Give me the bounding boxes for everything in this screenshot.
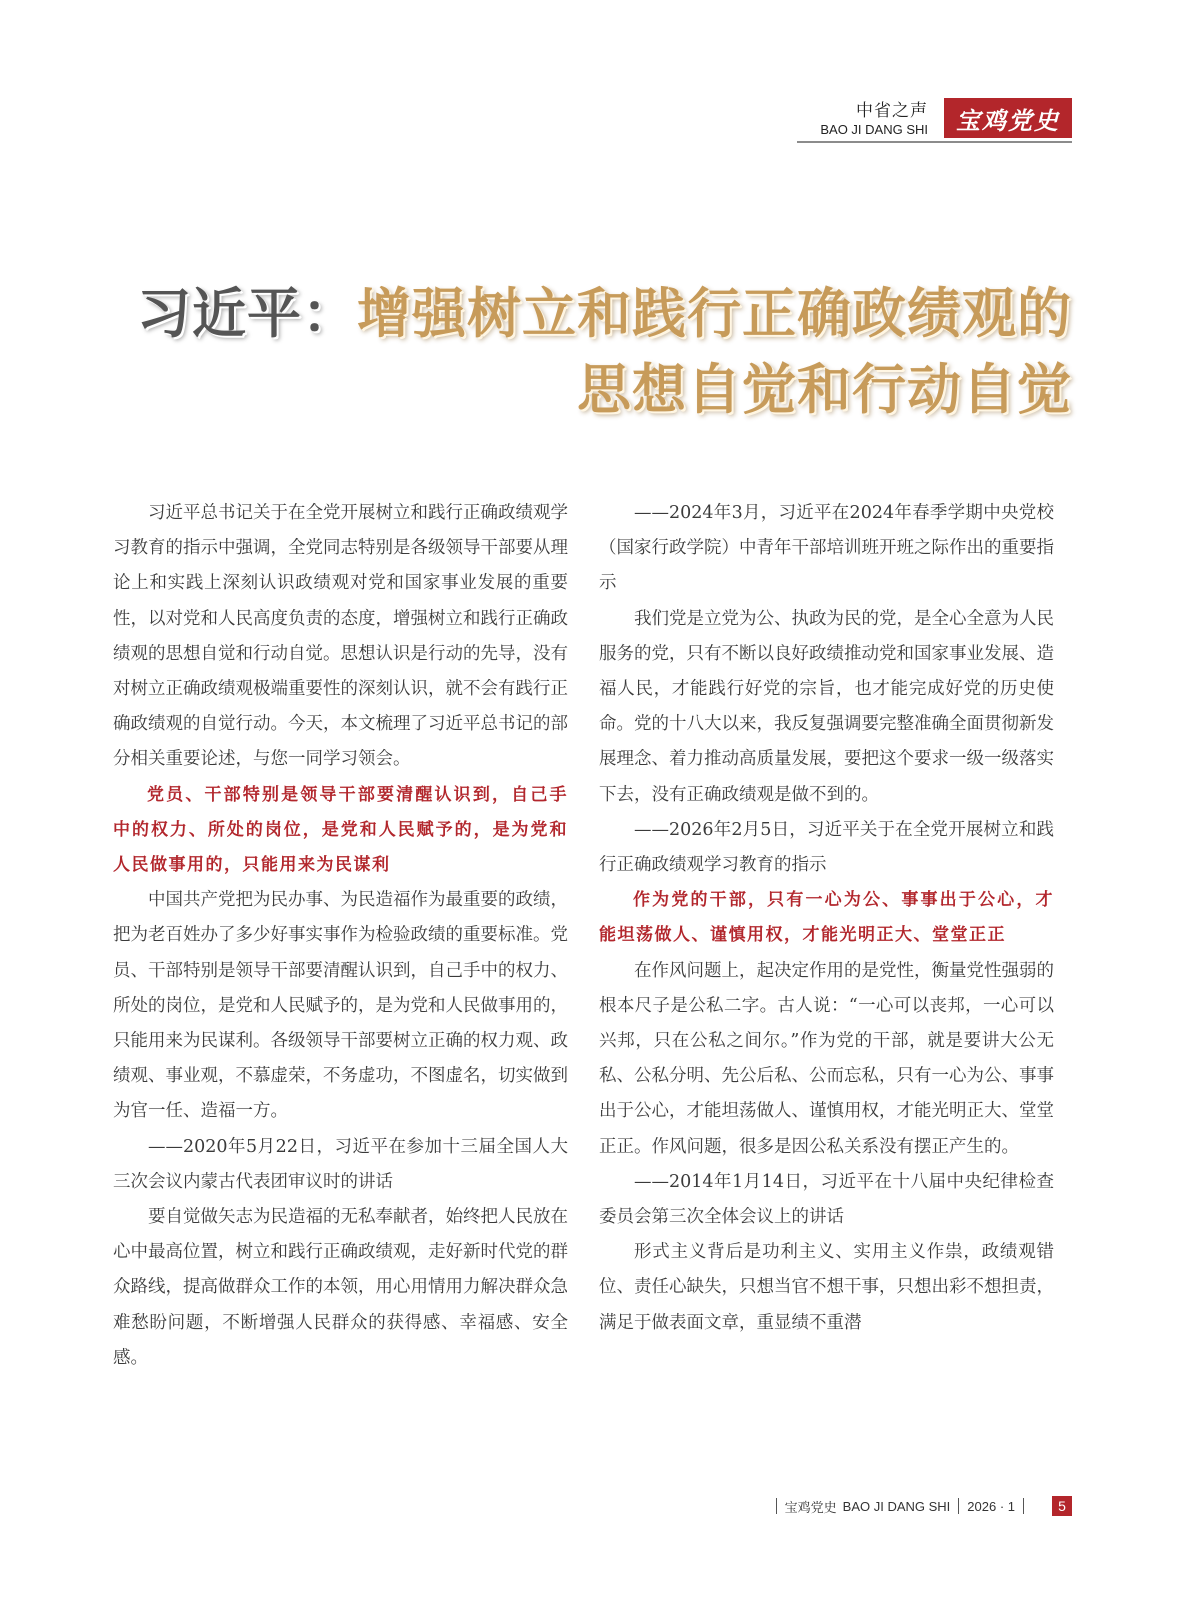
title-speaker: 习近平：: [137, 282, 357, 345]
section-title: 中省之声: [856, 101, 928, 121]
highlight-heading: 党员、干部特别是领导干部要清醒认识到，自己手中的权力、所处的岗位，是党和人民赋予的，是为党和人民做事用的，只能用来为民谋利: [113, 784, 568, 876]
footer-journal-en: BAO JI DANG SHI: [842, 1498, 951, 1514]
article-title: [137, 276, 1072, 428]
footer-divider: [958, 1498, 959, 1514]
right-column: [599, 496, 1054, 1341]
section-subtitle: BAO JI DANG SHI: [820, 122, 928, 137]
page-footer: [768, 1495, 1072, 1517]
left-column: [113, 496, 568, 1376]
source-citation: ——2020年5月22日，习近平在参加十三届全国人大三次会议内蒙古代表团审议时的讲话: [113, 1136, 568, 1192]
page-header: [797, 98, 1072, 142]
source-citation: ——2026年2月5日，习近平关于在全党开展树立和践行正确政绩观学习教育的指示: [599, 819, 1054, 876]
paragraph: 形式主义背后是功利主义、实用主义作祟，政绩观错位、责任心缺失，只想当官不想干事，只想出彩不想担责，满足于做表面文章，重显绩不重潜: [599, 1242, 1054, 1333]
paragraph: 要自觉做矢志为民造福的无私奉献者，始终把人民放在心中最高位置，树立和践行正确政绩观，走好新时代党的群众路线，提高做群众工作的本领，用心用情用力解决群众急难愁盼问题，不断增强人民群众的获得感、幸福感、安全感。: [113, 1207, 568, 1368]
page-number: 5: [1052, 1496, 1072, 1516]
header-rule: [797, 141, 1072, 143]
paragraph: 中国共产党把为民办事、为民造福作为最重要的政绩，把为老百姓办了多少好事实事作为检验政绩的重要标准。党员、干部特别是领导干部要清醒认识到，自己手中的权力、所处的岗位，是党和人民赋予的，是为党和人民做事用的，只能用来为民谋利。各级领导干部要树立正确的权力观、政绩观、事业观，不慕虚荣，不务虚功，不图虚名，切实做到为官一任、造福一方。: [113, 890, 568, 1122]
highlight-heading: 作为党的干部，只有一心为公、事事出于公心，才能坦荡做人、谨慎用权，才能光明正大、堂堂正正: [599, 890, 1054, 946]
title-line-2: 思想自觉和行动自觉: [577, 358, 1072, 421]
paragraph: 在作风问题上，起决定作用的是党性，衡量党性强弱的根本尺子是公私二字。古人说：“一心可以丧邦，一心可以兴邦，只在公私之间尔。”作为党的干部，就是要讲大公无私、公私分明、先公后私、公而忘私，只有一心为公、事事出于公心，才能坦荡做人、谨慎用权，才能光明正大、堂堂正正。作风问题，很多是因公私关系没有摆正产生的。: [599, 960, 1054, 1157]
source-citation: ——2014年1月14日，习近平在十八届中央纪律检查委员会第三次全体会议上的讲话: [599, 1171, 1054, 1228]
journal-logo: 宝鸡党史: [941, 98, 1072, 138]
header-text: [820, 100, 928, 138]
paragraph: 我们党是立党为公、执政为民的党，是全心全意为人民服务的党，只有不断以良好政绩推动党和国家事业发展、造福人民，才能践行好党的宗旨，也才能完成好党的历史使命。党的十八大以来，我反复强调要完整准确全面贯彻新发展理念、着力推动高质量发展，要把这个要求一级一级落实下去，没有正确政绩观是做不到的。: [599, 608, 1054, 805]
title-line-1: [137, 276, 1072, 352]
footer-divider: [1023, 1498, 1024, 1514]
paragraph: 习近平总书记关于在全党开展树立和践行正确政绩观学习教育的指示中强调，全党同志特别是各级领导干部要从理论上和实践上深刻认识政绩观对党和国家事业发展的重要性，以对党和人民高度负责的态度，增强树立和践行正确政绩观的思想自觉和行动自觉。思想认识是行动的先导，没有对树立正确政绩观极端重要性的深刻认识，就不会有践行正确政绩观的自觉行动。今天，本文梳理了习近平总书记的部分相关重要论述，与您一同学习领会。: [113, 503, 568, 770]
title-main-1: 增强树立和践行正确政绩观的: [357, 282, 1072, 345]
footer-journal: 宝鸡党史: [784, 1499, 837, 1515]
source-citation: ——2024年3月，习近平在2024年春季学期中央党校（国家行政学院）中青年干部培训班开班之际作出的重要指示: [599, 503, 1054, 594]
footer-divider: [776, 1498, 777, 1514]
footer-issue: 2026 · 1: [967, 1498, 1015, 1514]
